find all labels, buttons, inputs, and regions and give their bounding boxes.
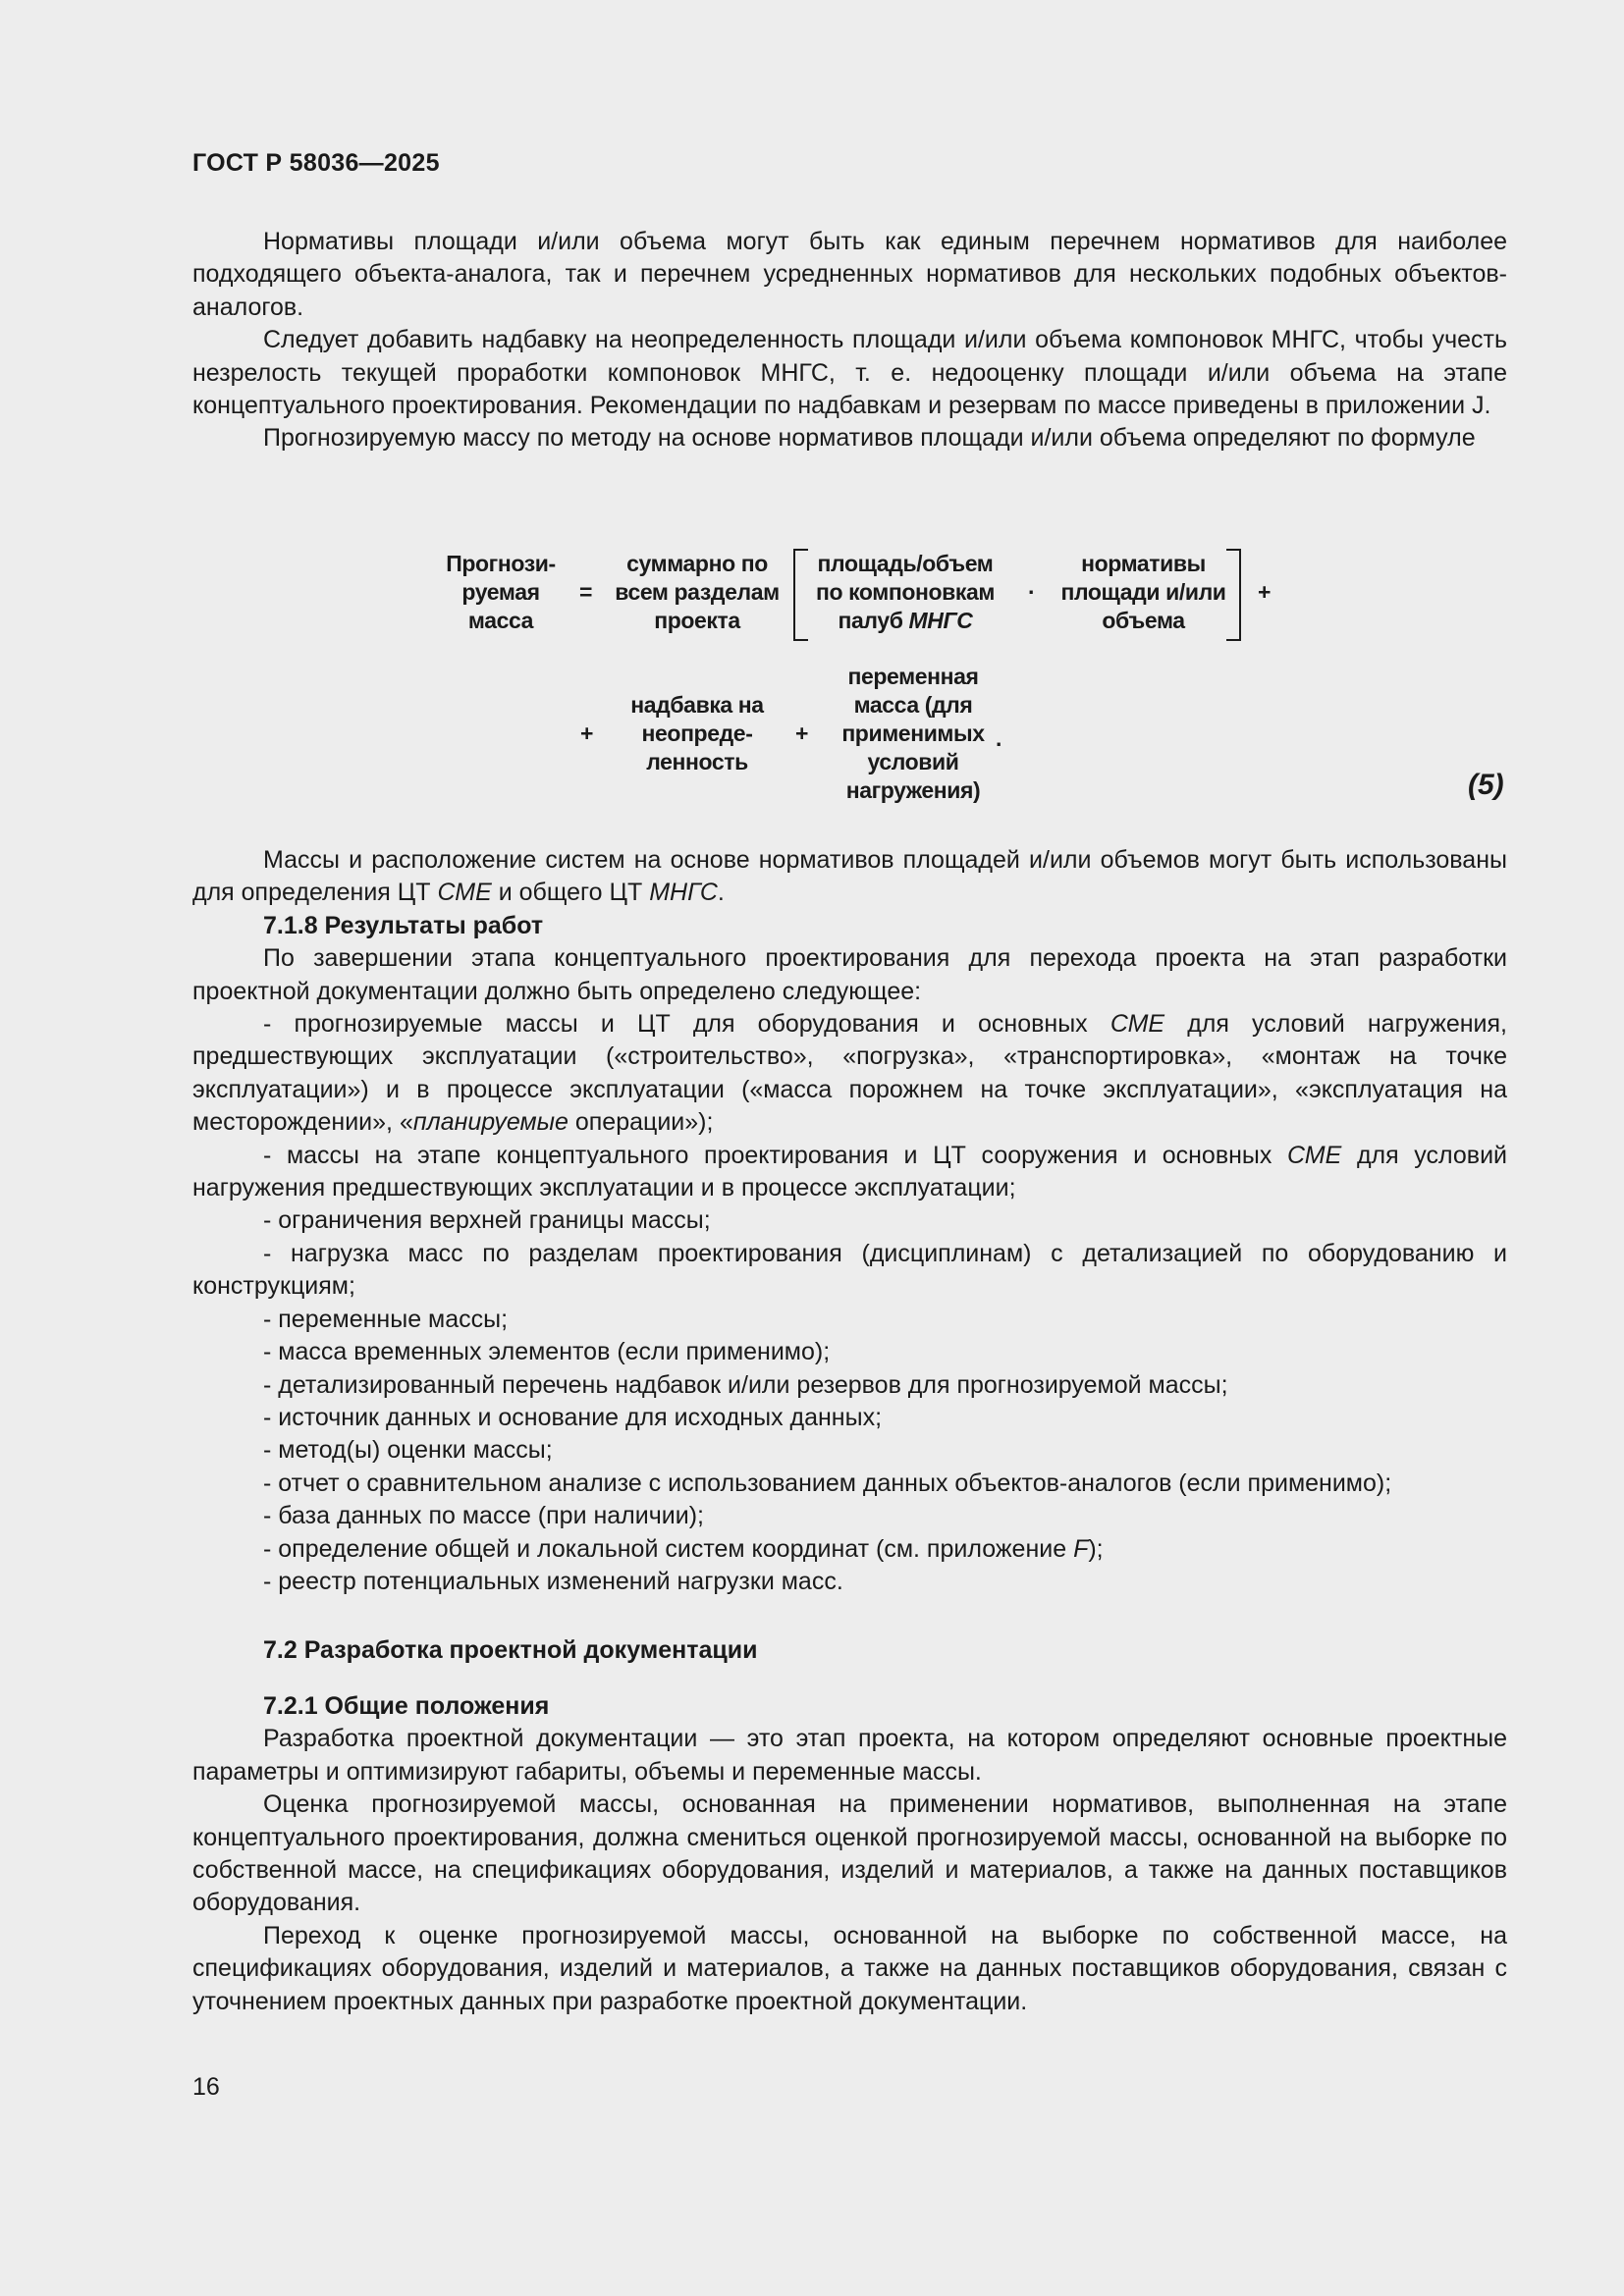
text-run: - прогнозируемые массы и ЦТ для оборудования и основных	[263, 1010, 1088, 1039]
list-item: - масса временных элементов (если применимо);	[263, 1338, 831, 1366]
text-run: Массы и расположение систем на основе нормативов площадей и/или объемов могут быть использованы для определения ЦТ	[192, 846, 1507, 907]
text-run-italic: СМЕ	[1287, 1141, 1342, 1169]
paragraph: По завершении этапа концептуального проектирования для перехода проекта на этап разработки проектной документации должно быть определено следующее:	[192, 944, 1507, 1005]
formula-line-plain: палуб	[838, 608, 903, 633]
formula-line: масса	[467, 608, 534, 633]
list-item: - детализированный перечень надбавок и/или резервов для прогнозируемой массы;	[263, 1370, 1228, 1399]
equation-number: (5)	[1468, 769, 1504, 801]
formula-line: условий	[867, 749, 959, 774]
formula-line: руемая	[461, 579, 540, 605]
list-item: - база данных по массе (при наличии);	[263, 1502, 704, 1530]
formula-line: площади и/или	[1060, 579, 1226, 605]
page-number: 16	[192, 2073, 220, 2101]
list-item: - ограничения верхней границы массы;	[263, 1206, 711, 1235]
intro-text	[192, 226, 1507, 455]
formula-line: применимых	[841, 721, 985, 746]
formula-line-italic: МНГС	[908, 608, 973, 633]
text-run-italic: СМЕ	[437, 879, 492, 907]
section-7-1-8	[192, 844, 1507, 1598]
paragraph: Следует добавить надбавку на неопределенность площади и/или объема компоновок МНГС, чтобы учесть незрелость текущей проработки компоновок МНГС, т. е. недооценку площади и/или объема на этапе концептуального проектирования. Рекомендации по надбавкам и резервам по массе приведены в приложении J.	[192, 326, 1507, 420]
formula-term-area	[807, 550, 1003, 635]
formula-term-variable-mass	[830, 663, 997, 805]
formula-line: переменная	[847, 664, 979, 689]
text-run-italic: планируемые	[412, 1108, 568, 1137]
paragraph: Прогнозируемую массу по методу на основе нормативов площади и/или объема определяют по формуле	[263, 424, 1476, 453]
text-run: .	[717, 879, 725, 907]
list-item: - реестр потенциальных изменений нагрузки масс.	[263, 1567, 843, 1595]
text-run: и общего ЦТ	[498, 879, 643, 907]
formula-line: Прогнози-	[446, 551, 556, 576]
formula-line: объема	[1102, 608, 1185, 633]
text-run-italic: СМЕ	[1110, 1010, 1165, 1039]
formula-line: неопреде-	[641, 721, 753, 746]
formula-plus: +	[795, 721, 809, 746]
formula-multiply: ·	[1028, 579, 1036, 605]
formula-line: надбавка на	[630, 692, 764, 718]
formula-line: нагружения)	[845, 777, 981, 803]
paragraph: Оценка прогнозируемой массы, основанная на применении нормативов, выполненная на этапе концептуального проектирования, должна смениться оценкой прогнозируемой массы, основанной на выборке по собственной массе, на спецификациях оборудования, изделий и материалов, а также на данных поставщиков оборудования.	[192, 1790, 1507, 1917]
formula-line	[807, 607, 1003, 635]
section-heading: 7.2 Разработка проектной документации	[263, 1636, 758, 1664]
text-run-italic: МНГС	[649, 879, 718, 907]
paragraph: Переход к оценке прогнозируемой массы, основанной на выборке по собственной массе, на спецификациях оборудования, изделий и материалов, а также на данных поставщиков оборудования, связан с уточнением проектных данных при разработке проектной документации.	[192, 1921, 1507, 2015]
formula-equals: =	[579, 579, 593, 605]
formula-line: проекта	[654, 608, 740, 633]
formula-term-allowance	[619, 691, 776, 776]
formula-line: всем разделам	[615, 579, 780, 605]
formula-term-norms	[1053, 550, 1234, 635]
formula-line: суммарно по	[626, 551, 768, 576]
paragraph	[192, 844, 1507, 910]
text-run: для условий нагружения, предшествующих эксплуатации («строительство», «погрузка», «транспортировка», «монтаж на точке эксплуатации») и в процессе эксплуатации («масса порожнем на точке эксплуатации», «эксплуатация на месторождении», «	[192, 1010, 1507, 1137]
list-item: - нагрузка масс по разделам проектирования (дисциплинам) с детализацией по оборудованию и конструкциям;	[192, 1239, 1507, 1301]
list-item: - переменные массы;	[263, 1305, 509, 1333]
text-run: - массы на этапе концептуального проектирования и ЦТ сооружения и основных	[263, 1141, 1272, 1169]
subsection-heading: 7.2.1 Общие положения	[263, 1692, 550, 1720]
list-item	[192, 1533, 1507, 1566]
formula-term-sum	[604, 550, 790, 635]
formula-end-dot: .	[996, 725, 1001, 751]
formula-line: по компоновкам	[815, 579, 996, 605]
list-item: - отчет о сравнительном анализе с использованием данных объектов-аналогов (если применимо);	[263, 1468, 1392, 1497]
formula	[0, 545, 1624, 820]
text-run: );	[1088, 1534, 1104, 1563]
formula-plus: +	[580, 721, 594, 746]
formula-line: ленность	[646, 749, 748, 774]
section-7-2	[192, 1634, 1507, 1667]
formula-left-bracket	[793, 549, 808, 641]
list-item	[192, 1140, 1507, 1205]
list-item	[192, 1008, 1507, 1140]
formula-line: площадь/объем	[817, 551, 994, 576]
formula-term-predicted-mass	[422, 550, 579, 635]
document-code: ГОСТ Р 58036—2025	[192, 149, 440, 177]
section-7-2-1	[192, 1690, 1507, 2018]
text-run: для условий нагружения предшествующих эксплуатации и в процессе эксплуатации;	[192, 1141, 1507, 1202]
text-run-italic: F	[1073, 1534, 1089, 1563]
formula-plus: +	[1258, 579, 1272, 605]
list-item: - источник данных и основание для исходных данных;	[263, 1403, 883, 1431]
section-heading: 7.1.8 Результаты работ	[263, 911, 544, 939]
paragraph: Разработка проектной документации — это этап проекта, на котором определяют основные проектные параметры и оптимизируют габариты, объемы и переменные массы.	[192, 1725, 1507, 1786]
paragraph: Нормативы площади и/или объема могут быть как единым перечнем нормативов для наиболее подходящего объекта-аналога, так и перечнем усредненных нормативов для нескольких подобных объектов-аналогов.	[192, 228, 1507, 321]
text-run: - определение общей и локальной систем координат (см. приложение	[263, 1534, 1067, 1563]
list-item: - метод(ы) оценки массы;	[263, 1436, 553, 1465]
formula-right-bracket	[1226, 549, 1241, 641]
formula-line: масса (для	[853, 692, 973, 718]
formula-line: нормативы	[1081, 551, 1206, 576]
text-run: операции»);	[574, 1108, 714, 1137]
